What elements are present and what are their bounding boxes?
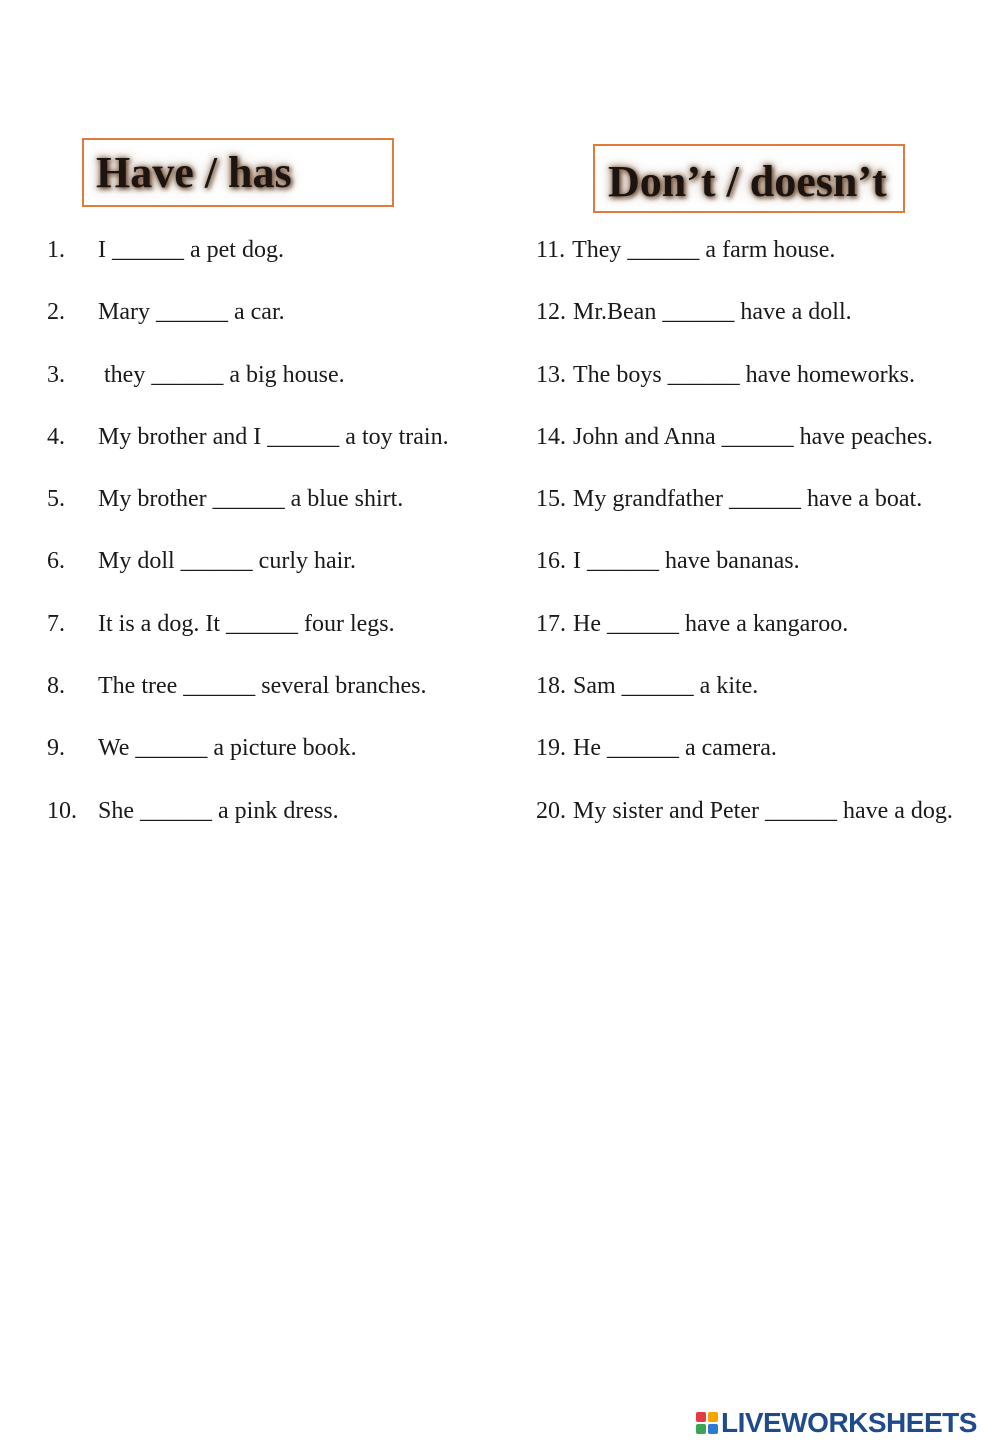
item-number: 12. — [536, 299, 566, 326]
exercise-list-have-has — [47, 228, 507, 851]
item-sentence: My brother and I ______ a toy train. — [98, 423, 449, 450]
exercise-list-dont-doesnt — [536, 228, 998, 851]
item-number: 5. — [47, 486, 65, 513]
item-number: 1. — [47, 237, 65, 263]
item-sentence: My brother ______ a blue shirt. — [98, 486, 404, 513]
item-sentence: I ______ a pet dog. — [98, 237, 284, 263]
liveworksheets-logo-text: LIVEWORKSHEETS — [721, 1407, 977, 1438]
exercise-item — [536, 477, 998, 539]
exercise-item — [47, 290, 507, 352]
item-sentence: My grandfather ______ have a boat. — [573, 486, 923, 513]
item-sentence: Mary ______ a car. — [98, 299, 285, 326]
liveworksheets-logo — [696, 1406, 977, 1440]
item-sentence: Mr.Bean ______ have a doll. — [573, 299, 852, 326]
item-sentence: John and Anna ______ have peaches. — [573, 423, 933, 450]
exercise-item — [47, 789, 507, 851]
item-number: 3. — [47, 361, 65, 388]
item-number: 6. — [47, 548, 65, 575]
logo-square — [708, 1424, 718, 1434]
item-sentence: He ______ a camera. — [573, 735, 777, 762]
item-sentence: He ______ have a kangaroo. — [573, 610, 849, 637]
item-number: 17. — [536, 610, 566, 637]
item-number: 9. — [47, 735, 65, 762]
logo-square — [708, 1412, 718, 1422]
exercise-item — [47, 477, 507, 539]
exercise-item — [536, 789, 998, 851]
item-number: 15. — [536, 486, 566, 513]
exercise-item — [536, 602, 998, 664]
item-number: 8. — [47, 673, 65, 700]
item-sentence: Sam ______ a kite. — [573, 673, 759, 700]
item-number: 11. — [536, 237, 566, 263]
logo-square — [696, 1412, 706, 1422]
item-number: 4. — [47, 423, 65, 450]
exercise-item — [536, 228, 998, 290]
item-sentence: It is a dog. It ______ four legs. — [98, 610, 395, 637]
item-sentence: She ______ a pink dress. — [98, 797, 339, 824]
item-sentence: We ______ a picture book. — [98, 735, 357, 762]
item-number: 2. — [47, 299, 65, 326]
exercise-item — [47, 726, 507, 788]
item-number: 16. — [536, 548, 566, 575]
exercise-item — [47, 664, 507, 726]
exercise-item — [536, 290, 998, 352]
exercise-item — [47, 602, 507, 664]
item-sentence: they ______ a big house. — [98, 361, 345, 388]
exercise-item — [536, 415, 998, 477]
item-number: 10. — [47, 797, 77, 824]
exercise-item — [47, 539, 507, 601]
exercise-item — [536, 664, 998, 726]
item-sentence: The tree ______ several branches. — [98, 673, 427, 700]
item-number: 19. — [536, 735, 566, 762]
item-sentence: The boys ______ have homeworks. — [573, 361, 915, 388]
item-number: 18. — [536, 673, 566, 700]
item-number: 7. — [47, 610, 65, 637]
item-number: 14. — [536, 423, 566, 450]
header-box-have-has — [82, 138, 394, 207]
liveworksheets-logo-icon — [696, 1412, 718, 1434]
exercise-item — [47, 353, 507, 415]
exercise-item — [47, 415, 507, 477]
item-sentence: My sister and Peter ______ have a dog. — [573, 797, 953, 824]
exercise-item — [47, 228, 507, 290]
item-sentence: I ______ have bananas. — [573, 548, 800, 575]
exercise-item — [536, 726, 998, 788]
exercise-item — [536, 539, 998, 601]
item-sentence: They ______ a farm house. — [572, 237, 836, 263]
item-number: 20. — [536, 797, 566, 824]
header-dont-doesnt: Don’t / doesn’t — [608, 157, 887, 206]
header-have-has: Have / has — [96, 148, 292, 197]
header-box-dont-doesnt — [593, 144, 905, 213]
logo-square — [696, 1424, 706, 1434]
item-number: 13. — [536, 361, 566, 388]
exercise-item — [536, 353, 998, 415]
item-sentence: My doll ______ curly hair. — [98, 548, 356, 575]
